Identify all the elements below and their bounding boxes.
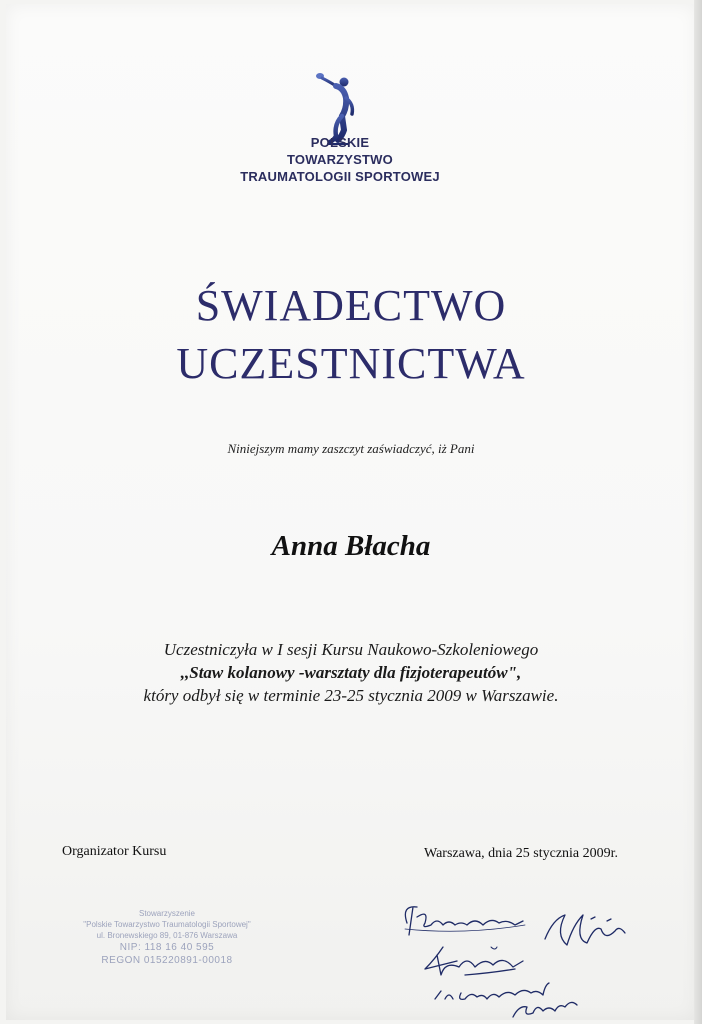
stamp-line-1: Stowarzyszenie [138, 909, 196, 918]
page-edge [694, 0, 702, 1024]
signature-3 [425, 947, 523, 975]
signatures [395, 895, 645, 1020]
body-line-1: Uczestniczyła w I sesji Kursu Naukowo-Szkoleniowego [163, 640, 539, 659]
stamp-line-3: ul. Bronewskiego 89, 01-876 Warszawa [96, 931, 238, 940]
recipient-name: Anna Błacha [271, 530, 431, 562]
organizer-label: Organizator Kursu [62, 844, 167, 859]
signature-2 [545, 915, 625, 945]
body-line-3: który odbył się w terminie 23-25 stycznia 2009 w Warszawie. [143, 686, 559, 705]
signature-5 [513, 1002, 577, 1017]
org-name-line-3: TRAUMATOLOGII SPORTOWEJ [240, 169, 440, 184]
intro-text: Niniejszym mamy zaszczyt zaświadczyć, iż Pani [227, 441, 475, 456]
stamp-line-2: "Polskie Towarzystwo Traumatologii Sportowej" [83, 920, 251, 929]
org-name-line-1: POLSKIE [310, 135, 370, 150]
signature-4 [435, 983, 549, 999]
organization-stamp [60, 908, 274, 967]
stamp-regon: REGON 015220891-00018 [101, 955, 233, 966]
certificate-title-line-2: UCZESTNICTWA [176, 339, 526, 388]
certificate-title-line-1: ŚWIADECTWO [195, 281, 507, 330]
stamp-nip: NIP: 118 16 40 595 [119, 942, 215, 953]
org-name-line-2: TOWARZYSTWO [287, 152, 393, 167]
course-title: ,,Staw kolanowy -warsztaty dla fizjoterapeutów", [180, 663, 522, 682]
place-date: Warszawa, dnia 25 stycznia 2009r. [424, 846, 619, 861]
